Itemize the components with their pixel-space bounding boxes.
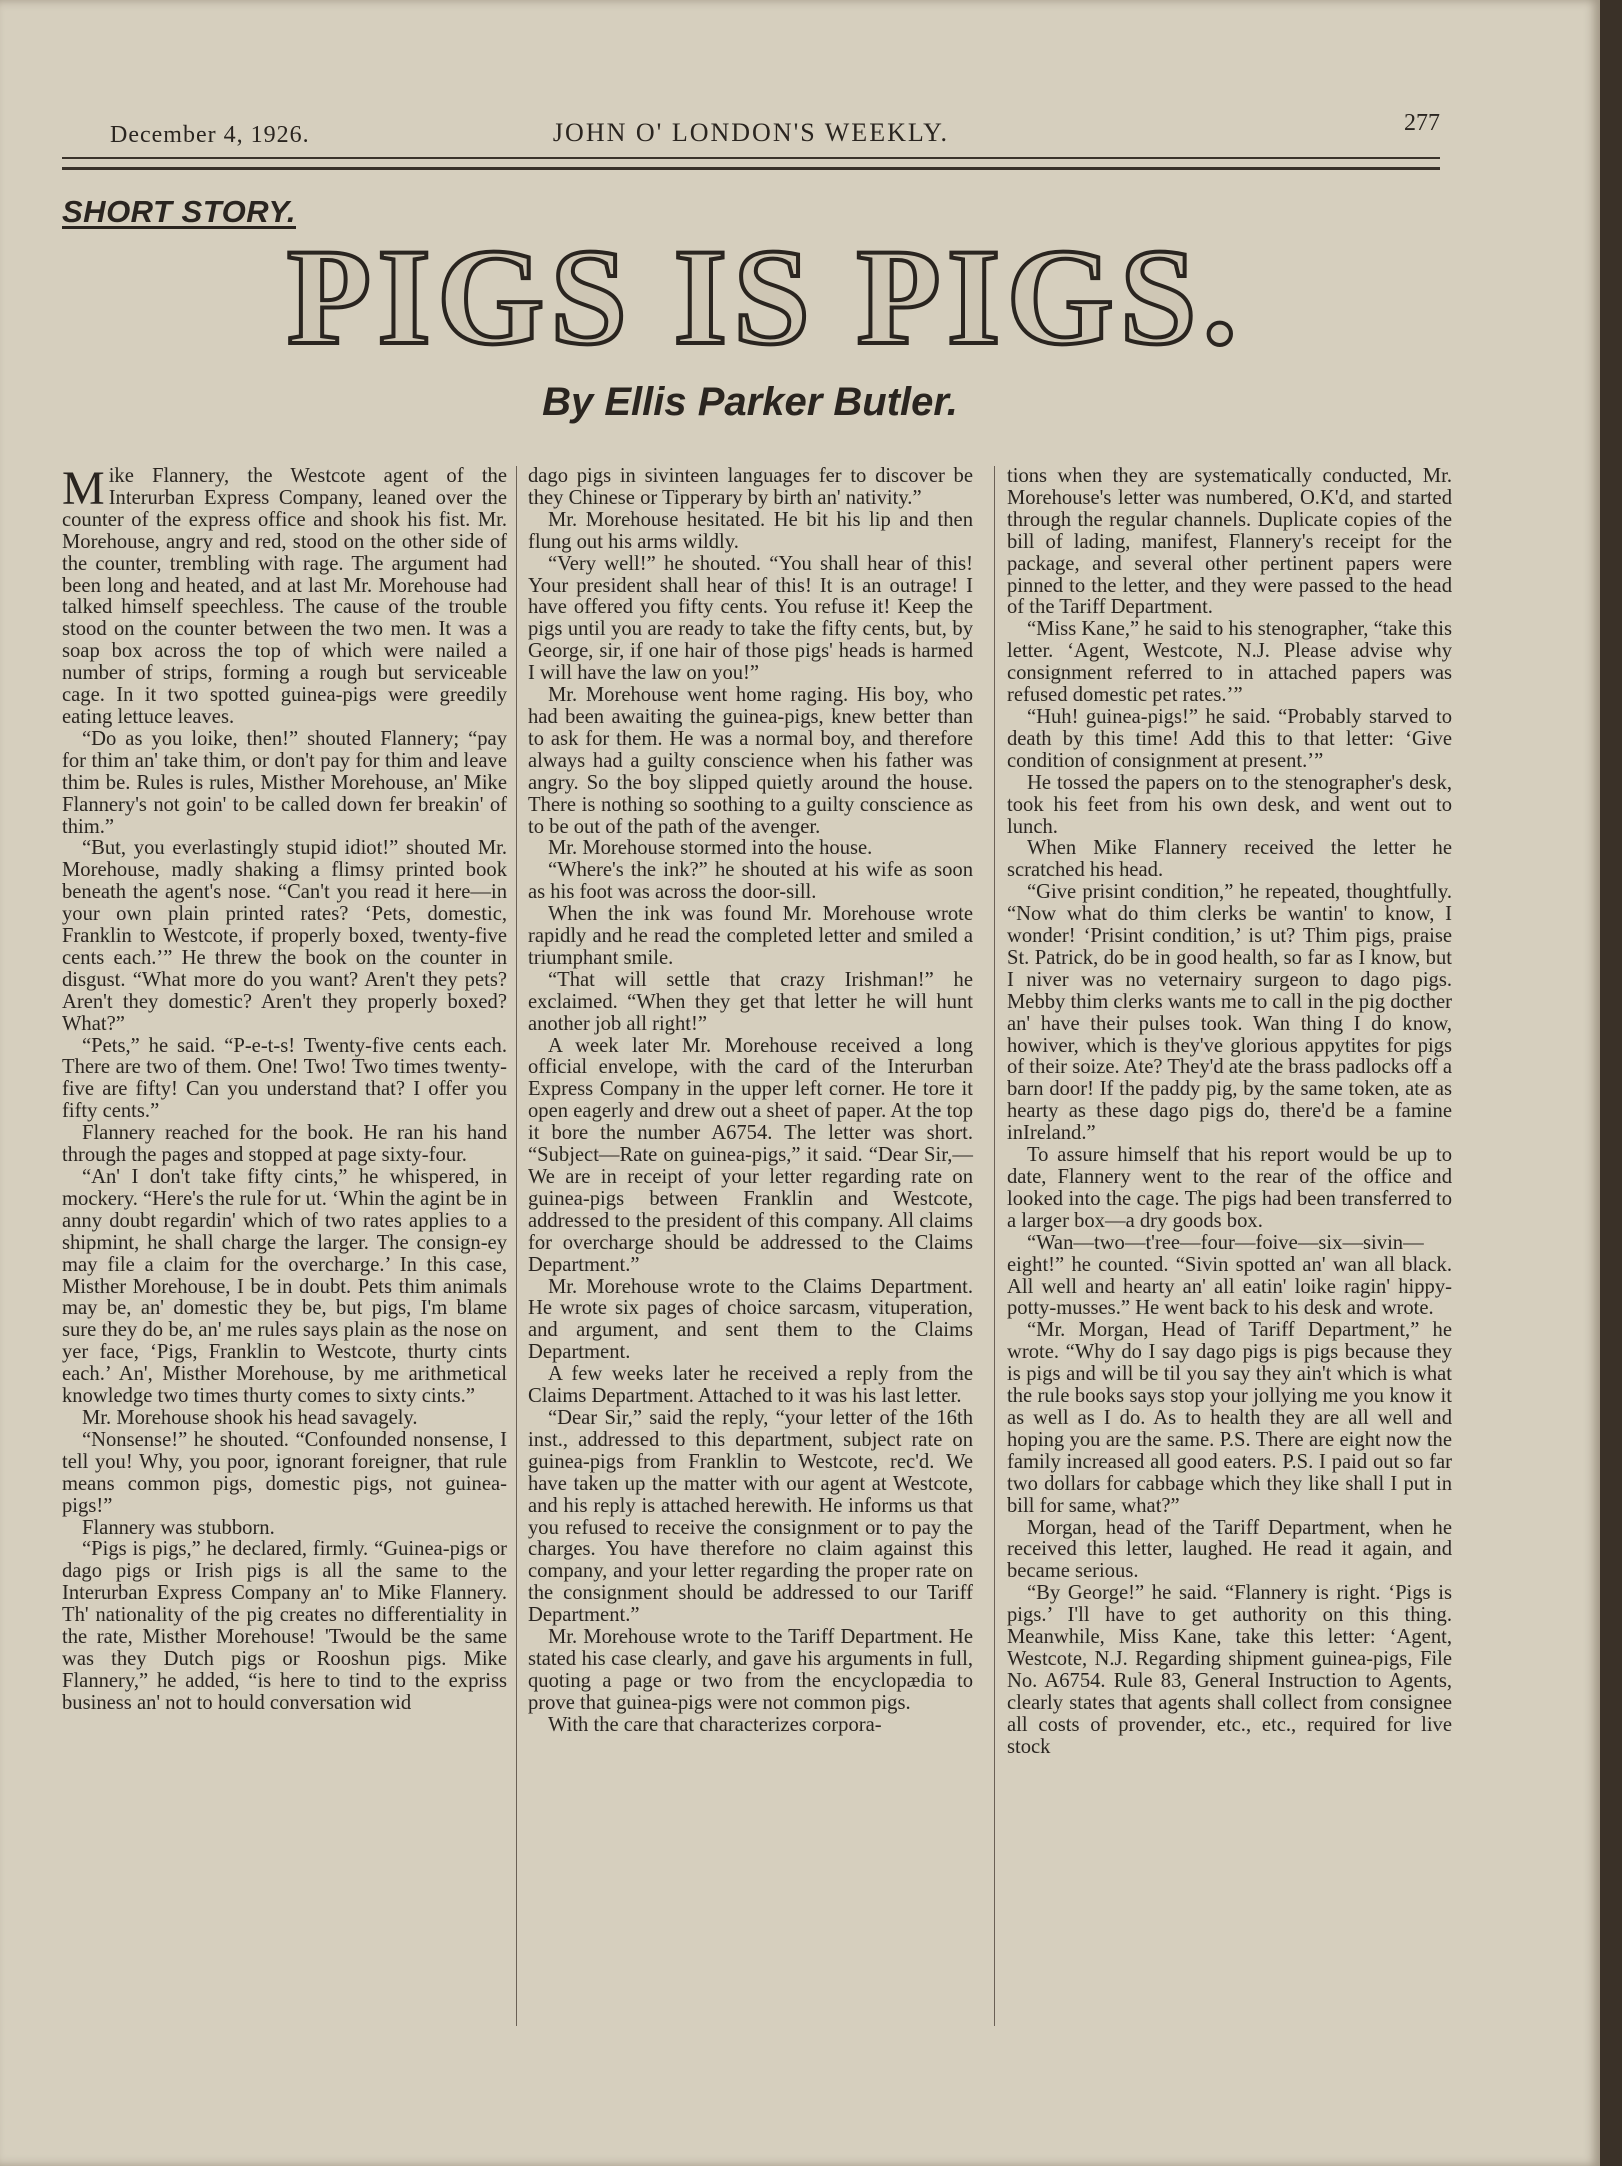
story-paragraph: “Give prisint condition,” he repeated, thoughtfully. “Now what do thim clerks be wantin' to know, I wonder! ‘Prisint condition,’ is ut? Thim pigs, praise St. Patrick, do be in good health, so far as I know, but I niver was no veternairy surgeon to dago pigs. Mebby thim clerks wants me to call in the pig docther an' have their pulses took. Wan thing I do know, howiver, which is they've glorious appytites for pigs of their soize. Ate? They'd ate the brass padlocks off a barn door! If the paddy pig, by the same token, ate as hearty as these dago pigs do, there'd be a famine inIreland.” xyxy=(1007,881,1452,1145)
header-rule-thick xyxy=(62,167,1440,170)
section-label: SHORT STORY. xyxy=(62,194,296,229)
text-column-3 xyxy=(1007,466,1452,1758)
story-paragraph: Mr. Morehouse hesitated. He bit his lip and then flung out his arms wildly. xyxy=(528,508,973,553)
header-rule-thin xyxy=(62,157,1440,159)
story-paragraph: “But, you everlastingly stupid idiot!” shouted Mr. Morehouse, madly shaking a flimsy printed book beneath the agent's nose. “Can't you read it here—in your own plain printed rates? ‘Pets, domestic, Franklin to Westcote, if properly boxed, twenty-five cents each.’” He threw the book on the counter in disgust. “What more do you want? Aren't they pets? Aren't they domestic? Aren't they properly boxed? What?” xyxy=(62,837,507,1035)
story-paragraph: A week later Mr. Morehouse received a long official envelope, with the card of the Interurban Express Company in the upper left corner. He tore it open eagerly and drew out a sheet of paper. At the top it bore the number A6754. The letter was short. “Subject—Rate on guinea-pigs,” it said. “Dear Sir,—We are in receipt of your letter regarding rate on guinea-pigs between Franklin and Westcote, addressed to the president of this company. All claims for overcharge should be addressed to the Claims Department.” xyxy=(528,1034,973,1276)
story-paragraph: Mr. Morehouse shook his head savagely. xyxy=(82,1406,418,1429)
story-paragraph: “Where's the ink?” he shouted at his wife as soon as his foot was across the door-sill. xyxy=(528,859,973,904)
story-paragraph: dago pigs in sivinteen languages fer to discover be they Chinese or Tipperary by birth an' nativity.” xyxy=(528,465,973,509)
story-paragraph: “Huh! guinea-pigs!” he said. “Probably starved to death by this time! Add this to that letter: ‘Give condition of consignment at present.’” xyxy=(1007,705,1452,772)
story-paragraph: “That will settle that crazy Irishman!” he exclaimed. “When they get that letter he will hunt another job all right!” xyxy=(528,968,973,1035)
running-header xyxy=(62,110,1440,150)
story-paragraph: “Miss Kane,” he said to his stenographer, “take this letter. ‘Agent, Westcote, N.J. Please advise why consignment referred to in attached papers was refused domestic pet rates.’” xyxy=(1007,618,1452,707)
story-paragraph: Mr. Morehouse went home raging. His boy, who had been awaiting the guinea-pigs, knew better than to ask for them. He was a normal boy, and therefore always had a guilty conscience when his father was angry. So the boy slipped quietly around the house. There is nothing so soothing to a guilty conscience as to be out of the path of the avenger. xyxy=(528,684,973,838)
story-paragraph: “Pets,” he said. “P-e-t-s! Twenty-five cents each. There are two of them. One! Two! Two times twenty-five are fifty! Can you understand that? I offer you fifty cents.” xyxy=(62,1034,507,1123)
publication-title: JOHN O' LONDON'S WEEKLY. xyxy=(552,118,950,147)
drop-cap: M xyxy=(62,462,105,515)
issue-date: December 4, 1926. xyxy=(110,122,310,148)
story-paragraph: “Mr. Morgan, Head of Tariff Department,” he wrote. “Why do I say dago pigs is pigs because they is pigs and will be til you say they ain't which is what the rule books says stop your jollying me you know it as well as I do. As to health they are all well and hoping you are the same. P.S. There are eight now the family increased all good eaters. P.S. I paid out so far two dollars for cabbage which they like shall I put in bill for same, what?” xyxy=(1007,1319,1452,1517)
story-paragraph: “Wan—two—t'ree—four—foive—six—sivin—eight!” he counted. “Sivin spotted an' wan all black. All well and hearty an' all eatin' loike ragin' hippy-potty-musses.” He went back to his desk and wrote. xyxy=(1007,1231,1452,1320)
story-paragraph: He tossed the papers on to the stenographer's desk, took his feet from his own desk, and went out to lunch. xyxy=(1007,771,1452,838)
story-paragraph: Mike Flannery, the Westcote agent of the Interurban Express Company, leaned over the counter of the express office and shook his fist. Mr. Morehouse, angry and red, stood on the other side of the counter, trembling with rage. The argument had been long and heated, and at last Mr. Morehouse had talked himself speechless. The cause of the trouble stood on the counter between the two men. It was a soap box across the top of which were nailed a number of strips, forming a rough but serviceable cage. In it two spotted guinea-pigs were greedily eating lettuce leaves. xyxy=(62,462,507,728)
story-paragraph: Mr. Morehouse wrote to the Claims Department. He wrote six pages of choice sarcasm, vituperation, and argument, and sent them to the Claims Department. xyxy=(528,1275,973,1364)
page-number: 277 xyxy=(1404,110,1440,136)
story-paragraph: Mr. Morehouse wrote to the Tariff Department. He stated his case clearly, and gave his arguments in full, quoting a page or two from the encyclopædia to prove that guinea-pigs were not common pigs. xyxy=(528,1626,973,1714)
story-paragraph: “Very well!” he shouted. “You shall hear of this! Your president shall hear of this! It is an outrage! I have offered you fifty cents. You refuse it! Keep the pigs until you are ready to take the fifty cents, but, by George, sir, if one hair of those pigs' heads is harmed I will have the law on you!” xyxy=(528,552,973,685)
story-paragraph: Flannery reached for the book. He ran his hand through the pages and stopped at page sixty-four. xyxy=(62,1122,507,1167)
story-paragraph: To assure himself that his report would be up to date, Flannery went to the rear of the office and looked into the cage. The pigs had been transferred to a larger box—a dry goods box. xyxy=(1007,1144,1452,1232)
story-paragraph: “Pigs is pigs,” he declared, firmly. “Guinea-pigs or dago pigs or Irish pigs is all the same to the Interurban Express Company an' to Mike Flannery. Th' nationality of the pig creates no differentiality in the rate, Misther Morehouse! 'Twould be the same was they Dutch pigs or Rooshun pigs. Mike Flannery,” he added, “is here to tind to the expriss business an' not to hould conversation wid xyxy=(62,1538,507,1714)
story-paragraph: Morgan, head of the Tariff Department, when he received this letter, laughed. He read it again, and became serious. xyxy=(1007,1516,1452,1583)
column-divider xyxy=(516,466,517,2026)
story-paragraph: When the ink was found Mr. Morehouse wrote rapidly and he read the completed letter and smiled a triumphant smile. xyxy=(528,903,973,969)
story-paragraph: A few weeks later he received a reply from the Claims Department. Attached to it was his last letter. xyxy=(528,1363,973,1408)
story-paragraph: Flannery was stubborn. xyxy=(82,1516,275,1539)
text-column-2 xyxy=(528,466,973,1737)
story-paragraph: “Dear Sir,” said the reply, “your letter of the 16th inst., addressed to this department, subject rate on guinea-pigs from Franklin to Westcote, rec'd. We have taken up the matter with our agent at Westcote, and his reply is attached herewith. He informs us that you refused to receive the consignment or to pay the charges. You have therefore no claim against this company, and your letter regarding the proper rate on the consignment should be addressed to our Tariff Department.” xyxy=(528,1406,973,1627)
story-paragraph: With the care that characterizes corpora- xyxy=(548,1713,882,1736)
story-paragraph: tions when they are systematically conducted, Mr. Morehouse's letter was numbered, O.K'd, and started through the regular channels. Duplicate copies of the bill of lading, manifest, Flannery's receipt for the package, and several other pertinent papers were pinned to the letter, and they were passed to the head of the Tariff Department. xyxy=(1007,465,1452,619)
story-paragraph: “By George!” he said. “Flannery is right. ‘Pigs is pigs.’ I'll have to get authority on this thing. Meanwhile, Miss Kane, take this letter: ‘Agent, Westcote, N.J. Regarding shipment guinea-pigs, File No. A6754. Rule 83, General Instruction to Agents, clearly states that agents shall collect from consignee all costs of provender, etc., etc., required for live stock xyxy=(1007,1582,1452,1758)
story-paragraph: Mr. Morehouse stormed into the house. xyxy=(548,837,873,860)
text-column-1 xyxy=(62,462,507,1715)
story-paragraph: When Mike Flannery received the letter he scratched his head. xyxy=(1007,837,1452,882)
story-paragraph: “An' I don't take fifty cints,” he whispered, in mockery. “Here's the rule for ut. ‘Whin the agint be in anny doubt regardin' which of two rates applies to a shipmint, he shall charge the larger. The consign-ey may file a claim for the overcharge.’ In this case, Misther Morehouse, I be in doubt. Pets thim animals may be, an' domestic they be, but pigs, I'm blame sure they do be, an' me rules says plain as the nose on yer face, ‘Pigs, Franklin to Westcote, thurty cints each.’ An', Misther Morehouse, by me arithmetical knowledge two times thurty comes to sixty cints.” xyxy=(62,1166,507,1408)
byline: By Ellis Parker Butler. xyxy=(542,380,958,424)
story-paragraph: “Do as you loike, then!” shouted Flannery; “pay for thim an' take thim, or don't pay for thim and leave thim be. Rules is rules, Misther Morehouse, an' Mike Flannery's not goin' to be called down fer breakin' of thim.” xyxy=(62,727,507,838)
story-headline: PIGS IS PIGS. xyxy=(286,220,1244,373)
column-divider xyxy=(994,466,995,2026)
story-paragraph: “Nonsense!” he shouted. “Confounded nonsense, I tell you! Why, you poor, ignorant foreigner, that rule means common pigs, domestic pigs, not guinea-pigs!” xyxy=(62,1428,507,1517)
